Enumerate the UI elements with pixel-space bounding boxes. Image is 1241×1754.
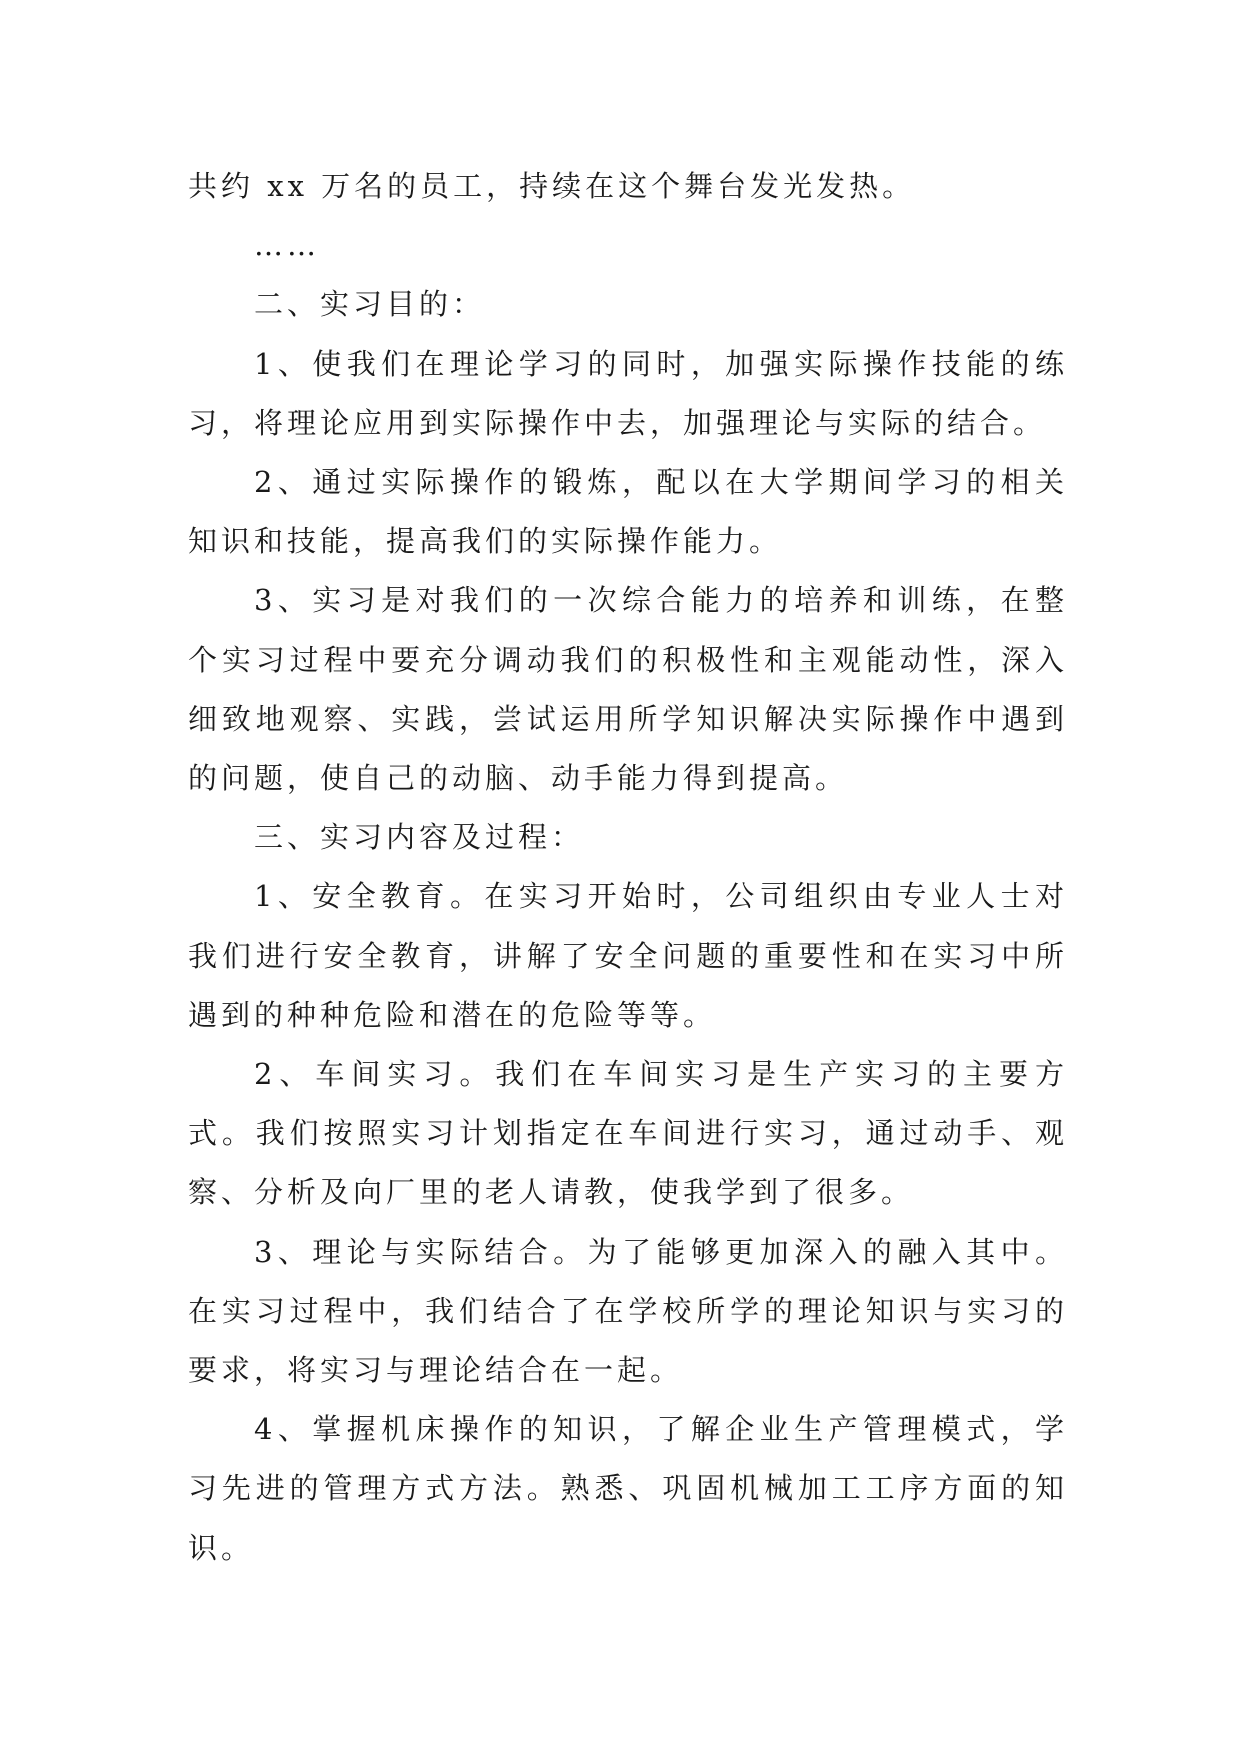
paragraph-purpose-3: 3、实习是对我们的一次综合能力的培养和训练，在整个实习过程中要充分调动我们的积极性和主观能动性，深入细致地观察、实践，尝试运用所学知识解决实际操作中遇到的问题，使自己的动脑、动手能力得到提高。: [188, 583, 1068, 796]
paragraph-content-2: 2、车间实习。我们在车间实习是生产实习的主要方式。我们按照实习计划指定在车间进行实习，通过动手、观察、分析及向厂里的老人请教，使我学到了很多。: [188, 1057, 1068, 1210]
paragraph-ellipsis: ……: [254, 228, 320, 263]
paragraph-purpose-1: 1、使我们在理论学习的同时，加强实际操作技能的练习，将理论应用到实际操作中去，加强理论与实际的结合。: [188, 346, 1068, 440]
section-heading-content: 三、实习内容及过程：: [254, 820, 585, 855]
document-body: [188, 157, 1068, 1578]
paragraph-content-4: 4、掌握机床操作的知识，了解企业生产管理模式，学习先进的管理方式方法。熟悉、巩固机械加工工序方面的知识。: [188, 1412, 1068, 1565]
paragraph-content-1: 1、安全教育。在实习开始时，公司组织由专业人士对我们进行安全教育，讲解了安全问题的重要性和在实习中所遇到的种种危险和潜在的危险等等。: [188, 879, 1068, 1032]
paragraph-content-3: 3、理论与实际结合。为了能够更加深入的融入其中。在实习过程中，我们结合了在学校所学的理论知识与实习的要求，将实习与理论结合在一起。: [188, 1234, 1068, 1388]
paragraph-continuation: 共约 xx 万名的员工，持续在这个舞台发光发热。: [188, 169, 916, 203]
section-heading-purpose: 二、实习目的：: [254, 287, 486, 322]
paragraph-purpose-2: 2、通过实际操作的锻炼，配以在大学期间学习的相关知识和技能，提高我们的实际操作能力。: [188, 465, 1068, 559]
